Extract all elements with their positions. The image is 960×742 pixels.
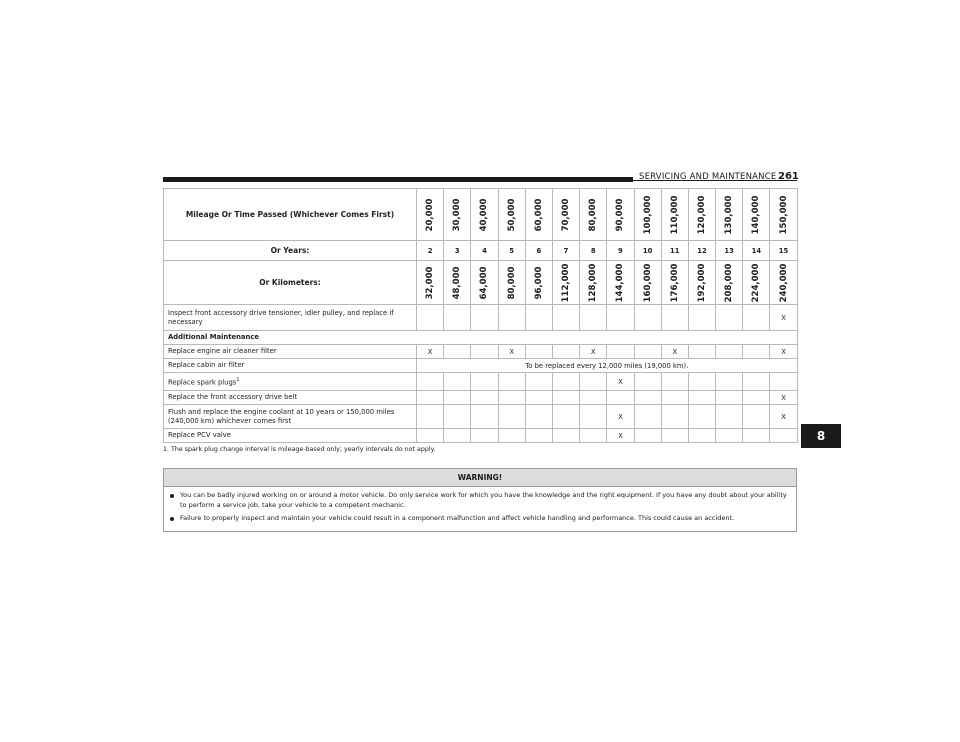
- interval-mark: X: [580, 345, 607, 359]
- years-header-row: [164, 241, 798, 261]
- interval-mark: [688, 305, 715, 331]
- mileage-cell: [417, 189, 444, 241]
- interval-mark: [498, 429, 525, 443]
- service-item-label: [164, 345, 417, 359]
- warning-item: [170, 514, 790, 524]
- interval-mark: [444, 391, 471, 405]
- interval-mark: [552, 305, 579, 331]
- bullet-icon: [170, 517, 174, 521]
- interval-mark: [770, 373, 797, 391]
- interval-mark: [525, 429, 552, 443]
- footnote-ref: 1: [236, 376, 240, 383]
- year-value: 3: [444, 241, 471, 261]
- interval-mark: X: [770, 345, 797, 359]
- km-value: 48,000: [452, 266, 463, 299]
- interval-mark: [444, 345, 471, 359]
- service-item-text: Flush and replace the engine coolant at 10 years or 150,000 miles (240,000 km) whichever comes first: [168, 407, 395, 425]
- interval-mark: [743, 405, 770, 429]
- table-row: [164, 373, 798, 391]
- km-value: 80,000: [506, 266, 517, 299]
- mileage-value: 110,000: [669, 195, 680, 234]
- service-item-label: [164, 359, 417, 373]
- mileage-value: 70,000: [561, 198, 572, 231]
- interval-mark: [580, 391, 607, 405]
- service-item-text: Replace cabin air filter: [168, 361, 245, 369]
- service-item-label: [164, 391, 417, 405]
- mileage-value: 130,000: [724, 195, 735, 234]
- interval-mark: [525, 405, 552, 429]
- km-value: 64,000: [479, 266, 490, 299]
- interval-mark: [661, 429, 688, 443]
- interval-mark: [580, 429, 607, 443]
- km-value: 112,000: [561, 263, 572, 302]
- mileage-value: 20,000: [425, 198, 436, 231]
- interval-mark: [688, 391, 715, 405]
- interval-mark: [525, 373, 552, 391]
- service-item-label: [164, 305, 417, 331]
- interval-mark: [607, 345, 634, 359]
- interval-mark: [607, 305, 634, 331]
- km-value: 144,000: [615, 263, 626, 302]
- km-value: 208,000: [724, 263, 735, 302]
- interval-mark: [688, 429, 715, 443]
- interval-mark: [580, 373, 607, 391]
- interval-mark: [525, 305, 552, 331]
- interval-mark: [525, 345, 552, 359]
- service-item-text: Replace spark plugs: [168, 378, 237, 387]
- mileage-value: 50,000: [506, 198, 517, 231]
- mileage-cell: [688, 189, 715, 241]
- year-value: 13: [716, 241, 743, 261]
- year-value: 8: [580, 241, 607, 261]
- km-cell: [417, 261, 444, 305]
- km-cell: [634, 261, 661, 305]
- km-cell: [444, 261, 471, 305]
- year-value: 9: [607, 241, 634, 261]
- interval-mark: [471, 345, 498, 359]
- interval-mark: [417, 405, 444, 429]
- interval-mark: [552, 429, 579, 443]
- interval-mark: [444, 405, 471, 429]
- interval-mark: [417, 429, 444, 443]
- warning-text: You can be badly injured working on or around a motor vehicle. Do only service work for which you have the knowledge and the right equipment. If you have any doubt about your ability to perform a service job, take your vehicle to a competent mechanic.: [180, 491, 787, 509]
- km-cell: [661, 261, 688, 305]
- interval-mark: [498, 405, 525, 429]
- interval-mark: [634, 391, 661, 405]
- mileage-value: 140,000: [751, 195, 762, 234]
- interval-mark: [444, 305, 471, 331]
- interval-mark: [417, 305, 444, 331]
- service-item-label: [164, 429, 417, 443]
- year-value: 10: [634, 241, 661, 261]
- interval-mark: [417, 373, 444, 391]
- interval-mark: [552, 405, 579, 429]
- km-value: 128,000: [588, 263, 599, 302]
- table-row: [164, 331, 798, 345]
- years-label: Or Years:: [164, 241, 417, 261]
- interval-mark: [716, 405, 743, 429]
- km-header-row: [164, 261, 798, 305]
- interval-mark: [688, 345, 715, 359]
- interval-mark: [471, 373, 498, 391]
- interval-note: To be replaced every 12,000 miles (19,000 km).: [417, 359, 798, 373]
- year-value: 6: [525, 241, 552, 261]
- service-item-label: [164, 373, 417, 391]
- warning-box: [163, 468, 797, 532]
- mileage-value: 150,000: [778, 195, 789, 234]
- mileage-label: Mileage Or Time Passed (Whichever Comes First): [164, 189, 417, 241]
- interval-mark: X: [661, 345, 688, 359]
- mileage-value: 90,000: [615, 198, 626, 231]
- interval-mark: X: [607, 373, 634, 391]
- interval-mark: [471, 429, 498, 443]
- year-value: 11: [661, 241, 688, 261]
- service-item-label: [164, 405, 417, 429]
- year-value: 5: [498, 241, 525, 261]
- interval-mark: [552, 373, 579, 391]
- table-row: [164, 429, 798, 443]
- table-row: [164, 391, 798, 405]
- warning-item: [170, 491, 790, 510]
- km-cell: [498, 261, 525, 305]
- interval-mark: [716, 373, 743, 391]
- km-value: 192,000: [696, 263, 707, 302]
- interval-mark: [444, 373, 471, 391]
- interval-mark: X: [417, 345, 444, 359]
- header-rule: [163, 177, 633, 182]
- table-row: [164, 345, 798, 359]
- interval-mark: [743, 373, 770, 391]
- interval-mark: [498, 391, 525, 405]
- warning-list: [164, 487, 796, 524]
- interval-mark: [552, 391, 579, 405]
- mileage-cell: [498, 189, 525, 241]
- table-row: [164, 305, 798, 331]
- mileage-cell: [716, 189, 743, 241]
- interval-mark: X: [770, 391, 797, 405]
- footnote: 1. The spark plug change interval is mileage-based only; yearly intervals do not apply.: [163, 446, 436, 453]
- km-cell: [580, 261, 607, 305]
- interval-mark: [716, 345, 743, 359]
- mileage-cell: [552, 189, 579, 241]
- mileage-value: 30,000: [452, 198, 463, 231]
- interval-mark: X: [770, 405, 797, 429]
- mileage-cell: [743, 189, 770, 241]
- km-cell: [716, 261, 743, 305]
- interval-mark: [634, 373, 661, 391]
- interval-mark: [607, 391, 634, 405]
- mileage-header-row: [164, 189, 798, 241]
- km-cell: [552, 261, 579, 305]
- section-heading: Additional Maintenance: [164, 331, 798, 345]
- mileage-cell: [580, 189, 607, 241]
- warning-title: WARNING!: [164, 469, 796, 487]
- interval-mark: [634, 429, 661, 443]
- interval-mark: [634, 405, 661, 429]
- service-item-text: Replace engine air cleaner filter: [168, 347, 277, 355]
- mileage-cell: [444, 189, 471, 241]
- interval-mark: [661, 373, 688, 391]
- maintenance-schedule-table: [163, 188, 798, 443]
- chapter-tab[interactable]: 8: [801, 424, 841, 448]
- interval-mark: [688, 373, 715, 391]
- mileage-cell: [471, 189, 498, 241]
- interval-mark: X: [607, 405, 634, 429]
- mileage-cell: [607, 189, 634, 241]
- km-label: Or Kilometers:: [164, 261, 417, 305]
- table-row: [164, 405, 798, 429]
- interval-mark: [770, 429, 797, 443]
- interval-mark: [471, 391, 498, 405]
- interval-mark: [580, 305, 607, 331]
- year-value: 4: [471, 241, 498, 261]
- interval-mark: [716, 305, 743, 331]
- km-cell: [471, 261, 498, 305]
- year-value: 7: [552, 241, 579, 261]
- km-value: 32,000: [425, 266, 436, 299]
- interval-mark: [444, 429, 471, 443]
- km-cell: [607, 261, 634, 305]
- interval-mark: [716, 391, 743, 405]
- interval-mark: [471, 405, 498, 429]
- mileage-value: 80,000: [588, 198, 599, 231]
- interval-mark: [552, 345, 579, 359]
- km-cell: [688, 261, 715, 305]
- interval-mark: [688, 405, 715, 429]
- interval-mark: [743, 429, 770, 443]
- warning-text: Failure to properly inspect and maintain your vehicle could result in a component malfunction and affect vehicle handling and performance. This could cause an accident.: [180, 514, 735, 522]
- interval-mark: [743, 391, 770, 405]
- interval-mark: [471, 305, 498, 331]
- interval-mark: [498, 305, 525, 331]
- interval-mark: X: [770, 305, 797, 331]
- km-value: 224,000: [751, 263, 762, 302]
- year-value: 2: [417, 241, 444, 261]
- interval-mark: [498, 373, 525, 391]
- interval-mark: [743, 345, 770, 359]
- km-cell: [770, 261, 797, 305]
- mileage-cell: [634, 189, 661, 241]
- km-value: 160,000: [642, 263, 653, 302]
- table-row: [164, 359, 798, 373]
- km-cell: [525, 261, 552, 305]
- year-value: 14: [743, 241, 770, 261]
- section-title: SERVICING AND MAINTENANCE: [639, 172, 777, 182]
- interval-mark: [525, 391, 552, 405]
- interval-mark: [661, 391, 688, 405]
- interval-mark: [661, 405, 688, 429]
- mileage-value: 100,000: [642, 195, 653, 234]
- km-value: 96,000: [533, 266, 544, 299]
- km-cell: [743, 261, 770, 305]
- service-item-text: Replace PCV valve: [168, 431, 231, 439]
- year-value: 15: [770, 241, 797, 261]
- mileage-value: 120,000: [696, 195, 707, 234]
- interval-mark: [634, 345, 661, 359]
- bullet-icon: [170, 494, 174, 498]
- year-value: 12: [688, 241, 715, 261]
- service-item-text: Replace the front accessory drive belt: [168, 393, 298, 401]
- interval-mark: [417, 391, 444, 405]
- service-item-text: Inspect front accessory drive tensioner, idler pulley, and replace if necessary: [168, 308, 394, 326]
- km-value: 240,000: [778, 263, 789, 302]
- mileage-cell: [525, 189, 552, 241]
- interval-mark: [661, 305, 688, 331]
- mileage-cell: [770, 189, 797, 241]
- interval-mark: [716, 429, 743, 443]
- page-number: 261: [778, 171, 799, 182]
- interval-mark: [634, 305, 661, 331]
- interval-mark: X: [607, 429, 634, 443]
- km-value: 176,000: [669, 263, 680, 302]
- interval-mark: [743, 305, 770, 331]
- mileage-cell: [661, 189, 688, 241]
- interval-mark: [580, 405, 607, 429]
- mileage-value: 60,000: [533, 198, 544, 231]
- mileage-value: 40,000: [479, 198, 490, 231]
- interval-mark: X: [498, 345, 525, 359]
